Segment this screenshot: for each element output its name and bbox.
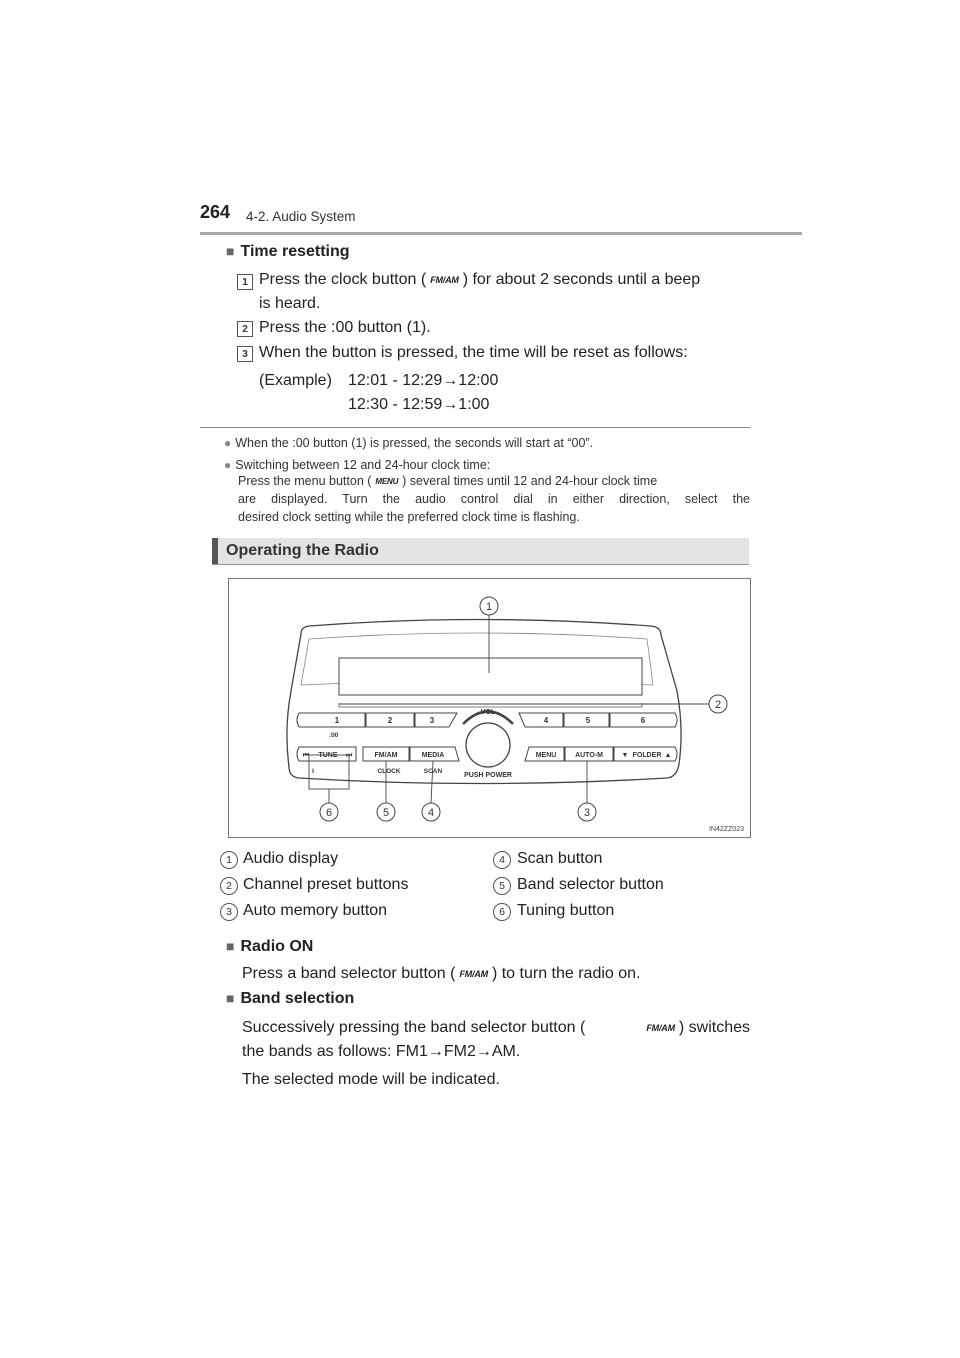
example-line-2: 12:30 - 12:59→1:00	[348, 396, 490, 413]
tune-label: TUNE	[318, 752, 338, 759]
preset-label-4: 4	[543, 716, 549, 725]
bullet-dot-icon: ●	[224, 436, 232, 450]
scan-label: SCAN	[423, 768, 443, 775]
radio-on-heading	[226, 938, 313, 956]
note-2-line-2: Press the menu button ( MENU ) several times until 12 and 24-hour clock time	[238, 474, 658, 488]
note-2-line-4: desired clock setting while the preferred clock time is flashing.	[238, 510, 580, 524]
example-line-1: 12:01 - 12:29→12:00	[348, 372, 499, 389]
time-resetting-heading	[226, 243, 350, 261]
legend-label-3: Auto memory button	[243, 902, 388, 919]
label-00: :00	[329, 732, 339, 739]
clock-label: CLOCK	[377, 768, 401, 775]
callout-1-label: 1	[485, 601, 493, 613]
legend-label-4: Scan button	[517, 850, 603, 867]
heading-text: Band selection	[240, 990, 355, 1007]
legend-num-2: 2	[220, 877, 238, 895]
folder-label: FOLDER	[632, 752, 662, 759]
callout-2-label: 2	[714, 699, 722, 711]
seek-back-icon: ⏮	[302, 752, 310, 759]
example-label: (Example)	[259, 372, 332, 389]
header-rule	[200, 232, 802, 235]
preset-button-3	[415, 713, 457, 727]
preset-button-1	[297, 713, 365, 727]
tick-mark-icon: I	[348, 768, 350, 775]
legend-label-6: Tuning button	[517, 902, 615, 919]
note-2-line-3: are displayed. Turn the audio control dial in either direction, select the	[238, 492, 750, 506]
tick-mark-icon: I	[312, 768, 314, 775]
square-bullet-icon: ■	[226, 990, 235, 1006]
menu-label: MENU	[535, 752, 557, 759]
step-badge-3: 3	[237, 346, 253, 362]
preset-buttons-right	[519, 713, 677, 727]
step-3-text: When the button is pressed, the time will be reset as follows:	[259, 344, 688, 361]
media-label: MEDIA	[421, 752, 445, 759]
note-2-line-1: ● Switching between 12 and 24-hour clock time:	[224, 458, 491, 472]
legend-label-2: Channel preset buttons	[243, 876, 409, 893]
band-selection-text-line3: The selected mode will be indicated.	[242, 1071, 500, 1088]
preset-label-3: 3	[429, 716, 435, 725]
step-badge-2: 2	[237, 321, 253, 337]
fm-am-button-icon: FM/AM	[430, 275, 459, 285]
vol-label: VOL	[480, 709, 496, 716]
band-selection-text-line1: Successively pressing the band selector button ( FM/AM ) switches	[242, 1016, 750, 1040]
heading-text: Time resetting	[240, 243, 350, 260]
legend-num-5: 5	[493, 877, 511, 895]
note-1: ● When the :00 button (1) is pressed, the seconds will start at “00”.	[224, 436, 594, 450]
heading-text: Radio ON	[240, 938, 314, 955]
fm-am-label: FM/AM	[374, 752, 398, 759]
callout-6-label: 6	[325, 807, 333, 819]
band-selection-heading	[226, 990, 354, 1008]
radio-figure	[228, 578, 751, 838]
figure-code: IN42ZZ023	[708, 826, 744, 833]
step-badge-1: 1	[237, 274, 253, 290]
header-accent-bar	[212, 538, 218, 564]
callout-3-label: 3	[583, 807, 591, 819]
square-bullet-icon: ■	[226, 938, 235, 954]
auto-m-label: AUTO-M	[575, 752, 603, 759]
bullet-dot-icon: ●	[224, 458, 232, 472]
fm-am-button-icon: FM/AM	[646, 1023, 675, 1033]
callout-4-label: 4	[427, 807, 435, 819]
folder-up-icon: ▲	[664, 752, 672, 759]
step-1-text-line2: is heard.	[259, 295, 321, 312]
seek-forward-icon: ⏭	[345, 752, 353, 759]
menu-button-icon: MENU	[375, 477, 399, 486]
band-selection-text-line2: the bands as follows: FM1→FM2→AM.	[242, 1043, 521, 1060]
note-divider	[200, 427, 750, 428]
legend-num-6: 6	[493, 903, 511, 921]
radio-section-header	[212, 538, 749, 565]
legend-num-4: 4	[493, 851, 511, 869]
preset-button-4	[519, 713, 563, 727]
legend-label-1: Audio display	[243, 850, 339, 867]
preset-label-5: 5	[585, 716, 591, 725]
radio-on-text: Press a band selector button ( FM/AM ) to turn the radio on.	[242, 962, 640, 986]
step-1-text: Press the clock button ( FM/AM ) for about 2 seconds until a beep	[259, 268, 700, 292]
folder-down-icon: ▼	[621, 752, 629, 759]
callout-5-label: 5	[382, 807, 390, 819]
legend-label-5: Band selector button	[517, 876, 664, 893]
radio-section-title: Operating the Radio	[226, 542, 379, 559]
page-number: 264	[200, 202, 231, 222]
volume-knob	[466, 723, 510, 767]
audio-display	[339, 658, 642, 695]
preset-label-1: 1	[334, 716, 340, 725]
preset-label-2: 2	[387, 716, 393, 725]
radio-panel-illustration	[229, 579, 750, 837]
preset-label-6: 6	[640, 716, 646, 725]
step-2-text: Press the :00 button (1).	[259, 319, 431, 336]
section-title: 4-2. Audio System	[246, 209, 356, 224]
fm-am-button-icon: FM/AM	[459, 969, 488, 979]
legend-num-3: 3	[220, 903, 238, 921]
legend-num-1: 1	[220, 851, 238, 869]
square-bullet-icon: ■	[226, 243, 235, 259]
push-power-label: PUSH POWER	[464, 772, 512, 779]
